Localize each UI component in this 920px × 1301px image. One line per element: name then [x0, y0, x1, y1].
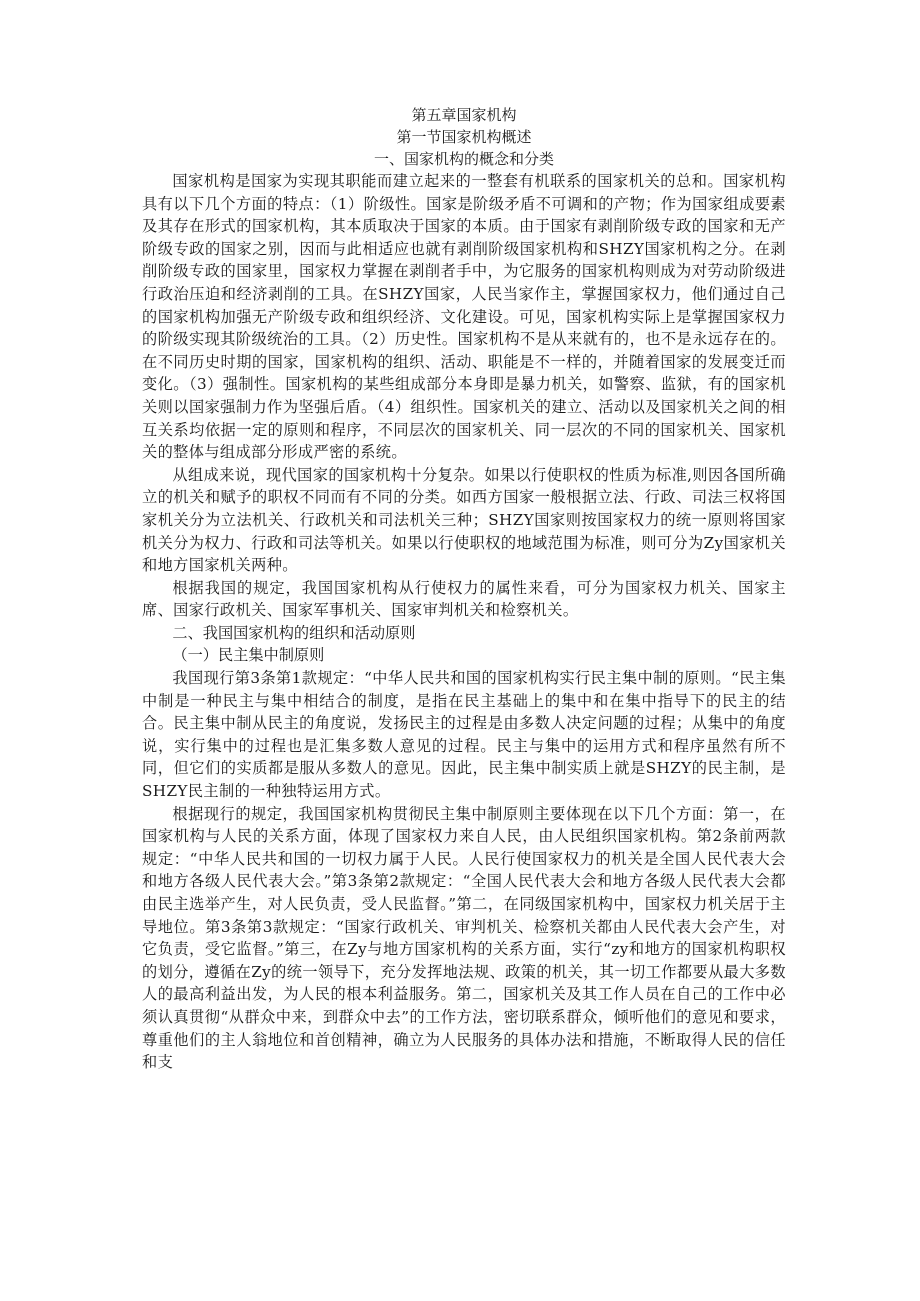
- chapter-title: 第五章国家机构: [411, 106, 517, 124]
- paragraph-classification: 从组成来说，现代国家的国家机构十分复杂。如果以行使职权的性质为标准,则因各国所确立的机关和赋予的职权不同而有不同的分类。如西方国家一般根据立法、行政、司法三权将国家机关分为立法机关、行政机关和司法机关三种；SHZY国家则按国家权力的统一原则将国家机关分为权力、行政和司法等机关。如果以行使职权的地域范围为标准，则可分为Zy国家机关和地方国家机关两种。: [142, 465, 786, 575]
- subsection-2-1-title: （一）民主集中制原则: [172, 646, 325, 665]
- paragraph-implementation: 根据现行的规定，我国国家机构贯彻民主集中制原则主要体现在以下几个方面：第一，在国家机构与人民的关系方面，体现了国家权力来自人民，由人民组织国家机构。第2条前两款规定：“中华人民共和国的一切权力属于人民。人民行使国家权力的机关是全国人民代表大会和地方各级人民代表大会。”第3条第2款规定：“全国人民代表大会和地方各级人民代表大会都由民主选举产生，对人民负责，受人民监督。”第二，在同级国家机构中，国家权力机关居于主导地位。第3条第3款规定：“国家行政机关、审判机关、检察机关都由人民代表大会产生，对它负责，受它监督。”第三，在Zy与地方国家机构的关系方面，实行“zy和地方的国家机构职权的划分，遵循在Zy的统一领导下，充分发挥地法规、政策的机关，其一切工作都要从最大多数人的最高利益出发，为人民的根本利益服务。第二，国家机关及其工作人员在自己的工作中必须认真贯彻“从群众中来，到群众中去”的工作方法，密切联系群众，倾听他们的意见和要求，尊重他们的主人翁地位和首创精神，确立为人民服务的具体办法和措施，不断取得人民的信任和支: [142, 804, 786, 1072]
- paragraph-characteristics: 国家机构是国家为实现其职能而建立起来的一整套有机联系的国家机关的总和。国家机构具有以下几个方面的特点：（1）阶级性。国家是阶级矛盾不可调和的产物；作为国家组成要素及其存在形式的国家机构，其本质取决于国家的本质。由于国家有剥削阶级专政的国家和无产阶级专政的国家之别，因而与此相适应也就有剥削阶级国家机构和SHZY国家机构之分。在剥削阶级专政的国家里，国家权力掌握在剥削者手中，为它服务的国家机构则成为对劳动阶级进行政治压迫和经济剥削的工具。在SHZY国家，人民当家作主，掌握国家权力，他们通过自己的国家机构加强无产阶级专政和组织经济、文化建设。可见，国家机构实际上是掌握国家权力的阶级实现其阶级统治的工具。（2）历史性。国家机构不是从来就有的，也不是永远存在的。在不同历史时期的国家，国家机构的组织、活动、职能是不一样的，并随着国家的发展变迁而变化。（3）强制性。国家机构的某些组成部分本身即是暴力机关，如警察、监狱，有的国家机关则以国家强制力作为坚强后盾。（4）组织性。国家机关的建立、活动以及国家机关之间的相互关系均依据一定的原则和程序，不同层次的国家机关、同一层次的不同的国家机关、国家机关的整体与组成部分形成严密的系统。: [142, 172, 786, 462]
- paragraph-china-classification: 根据我国的规定，我国国家机构从行使权力的属性来看，可分为国家权力机关、国家主席、国家行政机关、国家军事机关、国家审判机关和检察机关。: [142, 578, 786, 620]
- document-page: [142, 104, 786, 1074]
- subsection-1-title: 一、国家机构的概念和分类: [373, 150, 554, 168]
- subsection-2-title: 二、我国国家机构的组织和活动原则: [172, 623, 416, 642]
- section-title: 第一节国家机构概述: [396, 128, 532, 146]
- paragraph-democratic-centralism: 我国现行第3条第1款规定：“中华人民共和国的国家机构实行民主集中制的原则。“民主集中制是一种民主与集中相结合的制度，是指在民主基础上的集中和在集中指导下的民主的结合。民主集中制从民主的角度说，发扬民主的过程是由多数人决定问题的过程；从集中的角度说，实行集中的过程也是汇集多数人意见的过程。民主与集中的运用方式和程序虽然有所不同，但它们的实质都是服从多数人的意见。因此，民主集中制实质上就是SHZY的民主制，是SHZY民主制的一种独特运用方式。: [142, 669, 786, 801]
